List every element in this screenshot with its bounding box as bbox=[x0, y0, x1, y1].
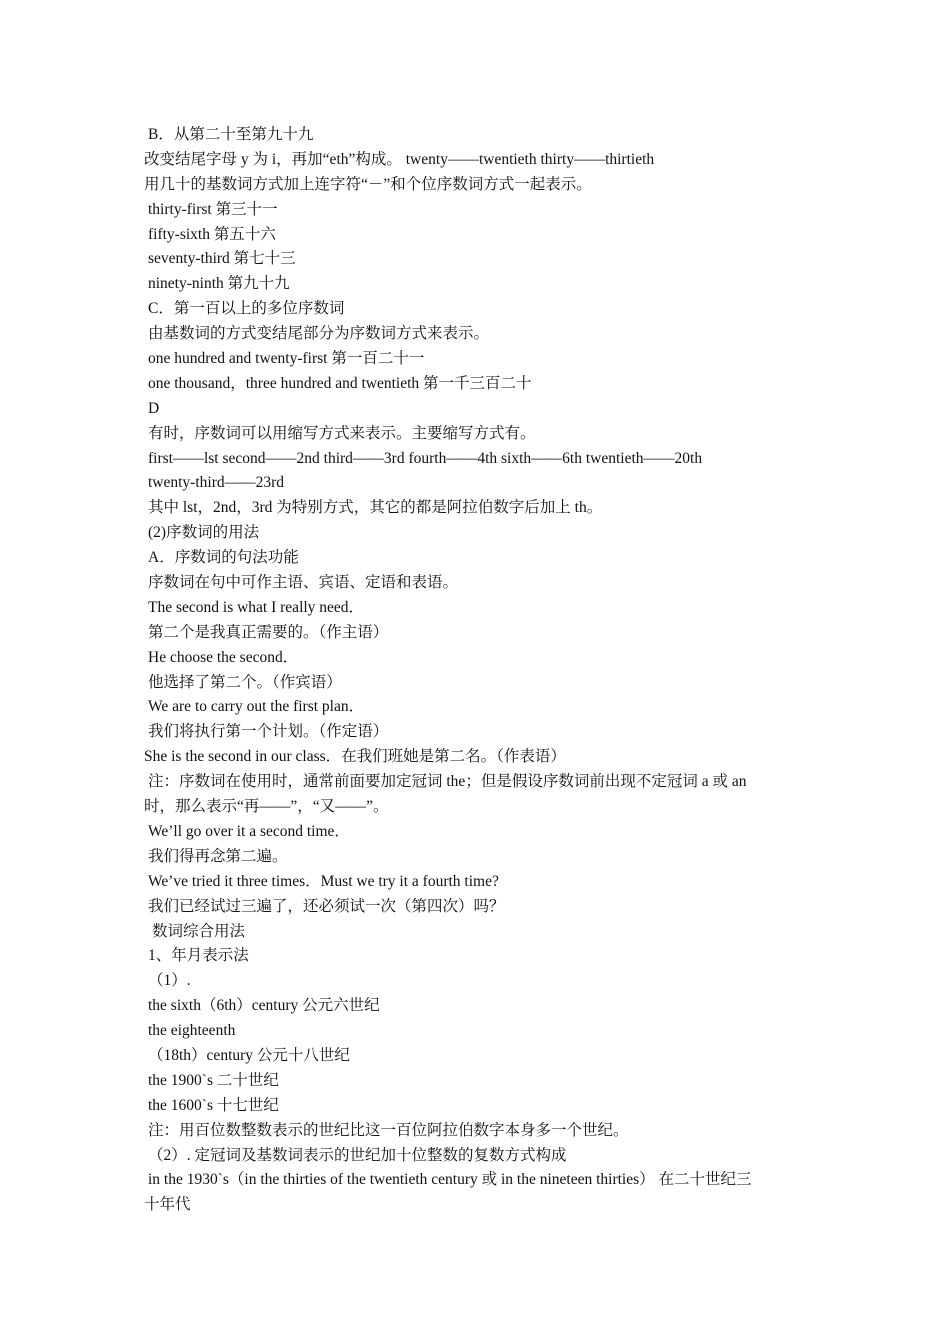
example-translation: 我们得再念第二遍。 bbox=[148, 847, 288, 865]
example-line: （18th）century 公元十八世纪 bbox=[148, 1046, 350, 1064]
section-heading-c: C．第一百以上的多位序数词 bbox=[148, 300, 345, 318]
example-line: the sixth（6th）century 公元六世纪 bbox=[148, 997, 380, 1015]
example-translation: 他选择了第二个。（作宾语） bbox=[148, 673, 342, 691]
section-heading-usage: (2)序数词的用法 bbox=[148, 524, 260, 542]
note-line: 注：序数词在使用时，通常前面要加定冠词 the；但是假设序数词前出现不定冠词 a 或 an bbox=[148, 773, 747, 791]
example-line: twenty-third——23rd bbox=[148, 474, 285, 492]
section-heading-d: D bbox=[148, 399, 160, 417]
example-translation: 我们将执行第一个计划。（作定语） bbox=[148, 723, 389, 741]
example-sentence: She is the second in our class．在我们班她是第二名。（作表语） bbox=[144, 748, 566, 766]
section-heading-a: A．序数词的句法功能 bbox=[148, 549, 299, 567]
paragraph-line: 有时，序数词可以用缩写方式来表示。主要缩写方式有。 bbox=[148, 424, 536, 442]
example-line: seventy-third 第七十三 bbox=[148, 250, 296, 268]
example-line: ninety-ninth 第九十九 bbox=[148, 275, 290, 293]
example-line: in the 1930`s（in the thirties of the twentieth century 或 in the nineteen thirties） 在二十世纪三 bbox=[148, 1171, 752, 1189]
example-line: 十年代 bbox=[144, 1196, 191, 1214]
section-heading-combined-usage: 数词综合用法 bbox=[152, 922, 246, 940]
example-line: thirty-first 第三十一 bbox=[148, 200, 278, 218]
section-heading-b: B．从第二十至第九十九 bbox=[148, 126, 314, 143]
paragraph-line: 用几十的基数词方式加上连字符“－”和个位序数词方式一起表示。 bbox=[144, 175, 592, 193]
example-sentence: We’ll go over it a second time． bbox=[148, 822, 350, 840]
example-sentence: We’ve tried it three times．Must we try it a fourth time? bbox=[148, 872, 499, 890]
paragraph-line: 由基数词的方式变结尾部分为序数词方式来表示。 bbox=[148, 325, 490, 343]
paragraph-line: 改变结尾字母 y 为 i，再加“eth”构成。 twenty——twentieth thirty——thirtieth bbox=[144, 150, 655, 168]
note-line: 注：用百位数整数表示的世纪比这一百位阿拉伯数字本身多一个世纪。 bbox=[148, 1121, 629, 1139]
paragraph-line: 其中 lst，2nd，3rd 为特别方式，其它的都是阿拉伯数字后加上 th。 bbox=[148, 499, 603, 517]
example-line: the eighteenth bbox=[148, 1022, 236, 1040]
paragraph-line: 序数词在句中可作主语、宾语、定语和表语。 bbox=[148, 574, 459, 592]
subsection-heading: （1）. bbox=[148, 972, 191, 990]
example-translation: 第二个是我真正需要的。（作主语） bbox=[148, 623, 389, 641]
example-line: first——lst second——2nd third——3rd fourth——4th sixth——6th twentieth——20th bbox=[148, 449, 703, 467]
example-sentence: The second is what I really need． bbox=[148, 598, 365, 616]
example-line: fifty-sixth 第五十六 bbox=[148, 225, 276, 243]
example-translation: 我们已经试过三遍了，还必须试一次（第四次）吗？ bbox=[148, 897, 505, 915]
example-line: the 1900`s 二十世纪 bbox=[148, 1071, 279, 1089]
section-heading-1: 1、年月表示法 bbox=[148, 947, 249, 965]
subsection-heading: （2）. 定冠词及基数词表示的世纪加十位整数的复数方式构成 bbox=[148, 1146, 567, 1164]
note-line: 时，那么表示“再——”，“又——”。 bbox=[144, 798, 389, 816]
example-sentence: He choose the second． bbox=[148, 648, 299, 666]
example-sentence: We are to carry out the first plan． bbox=[148, 698, 365, 716]
example-line: one hundred and twenty-first 第一百二十一 bbox=[148, 350, 425, 368]
document-body bbox=[144, 123, 812, 1218]
example-line: one thousand，three hundred and twentieth 第一千三百二十 bbox=[148, 374, 532, 392]
example-line: the 1600`s 十七世纪 bbox=[148, 1096, 279, 1114]
